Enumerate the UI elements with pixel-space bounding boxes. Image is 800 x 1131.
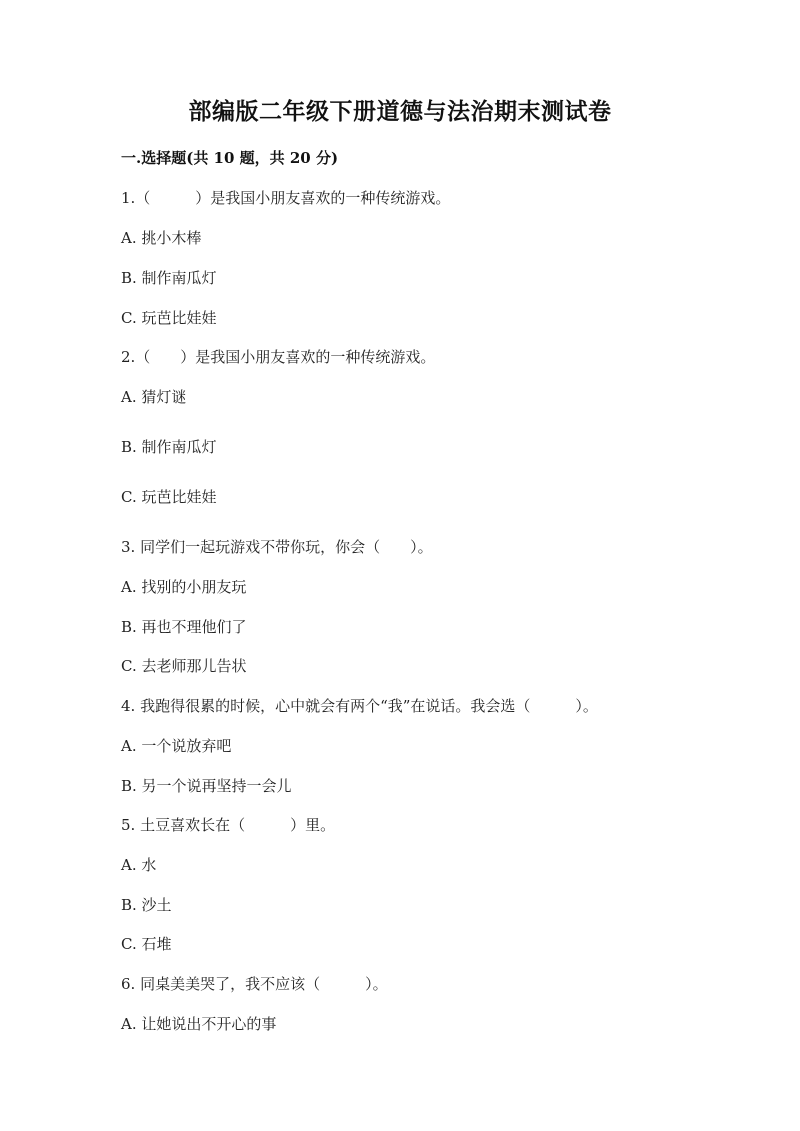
section-heading: 一.选择题(共 10 题，共 20 分): [121, 149, 339, 167]
question-6-option-a: A. 让她说出不开心的事: [121, 1015, 277, 1033]
question-3-option-b: B. 再也不理他们了: [121, 618, 247, 636]
question-4-option-a: A. 一个说放弃吧: [121, 737, 232, 755]
question-3-option-c: C. 去老师那儿告状: [121, 657, 247, 675]
question-5-option-a: A. 水: [121, 856, 157, 874]
question-2-option-b: B. 制作南瓜灯: [121, 438, 217, 456]
question-1-option-a: A. 挑小木棒: [121, 229, 202, 247]
question-3-stem: 3. 同学们一起玩游戏不带你玩，你会（ ）。: [121, 538, 433, 556]
question-5-stem: 5. 土豆喜欢长在（ ）里。: [121, 816, 336, 834]
question-5-option-b: B. 沙土: [121, 896, 172, 914]
question-6-stem: 6. 同桌美美哭了，我不应该（ ）。: [121, 975, 388, 993]
question-2-option-c: C. 玩芭比娃娃: [121, 488, 217, 506]
question-1-stem: 1.（ ）是我国小朋友喜欢的一种传统游戏。: [121, 189, 451, 207]
question-5-option-c: C. 石堆: [121, 935, 172, 953]
question-4-stem: 4. 我跑得很累的时候，心中就会有两个“我”在说话。我会选（ ）。: [121, 697, 598, 715]
exam-title: 部编版二年级下册道德与法治期末测试卷: [188, 98, 612, 125]
question-2-stem: 2.（ ）是我国小朋友喜欢的一种传统游戏。: [121, 348, 436, 366]
question-1-option-b: B. 制作南瓜灯: [121, 269, 217, 287]
question-2-option-a: A. 猜灯谜: [121, 388, 187, 406]
question-4-option-b: B. 另一个说再坚持一会儿: [121, 777, 292, 795]
question-1-option-c: C. 玩芭比娃娃: [121, 309, 217, 327]
question-3-option-a: A. 找别的小朋友玩: [121, 578, 247, 596]
